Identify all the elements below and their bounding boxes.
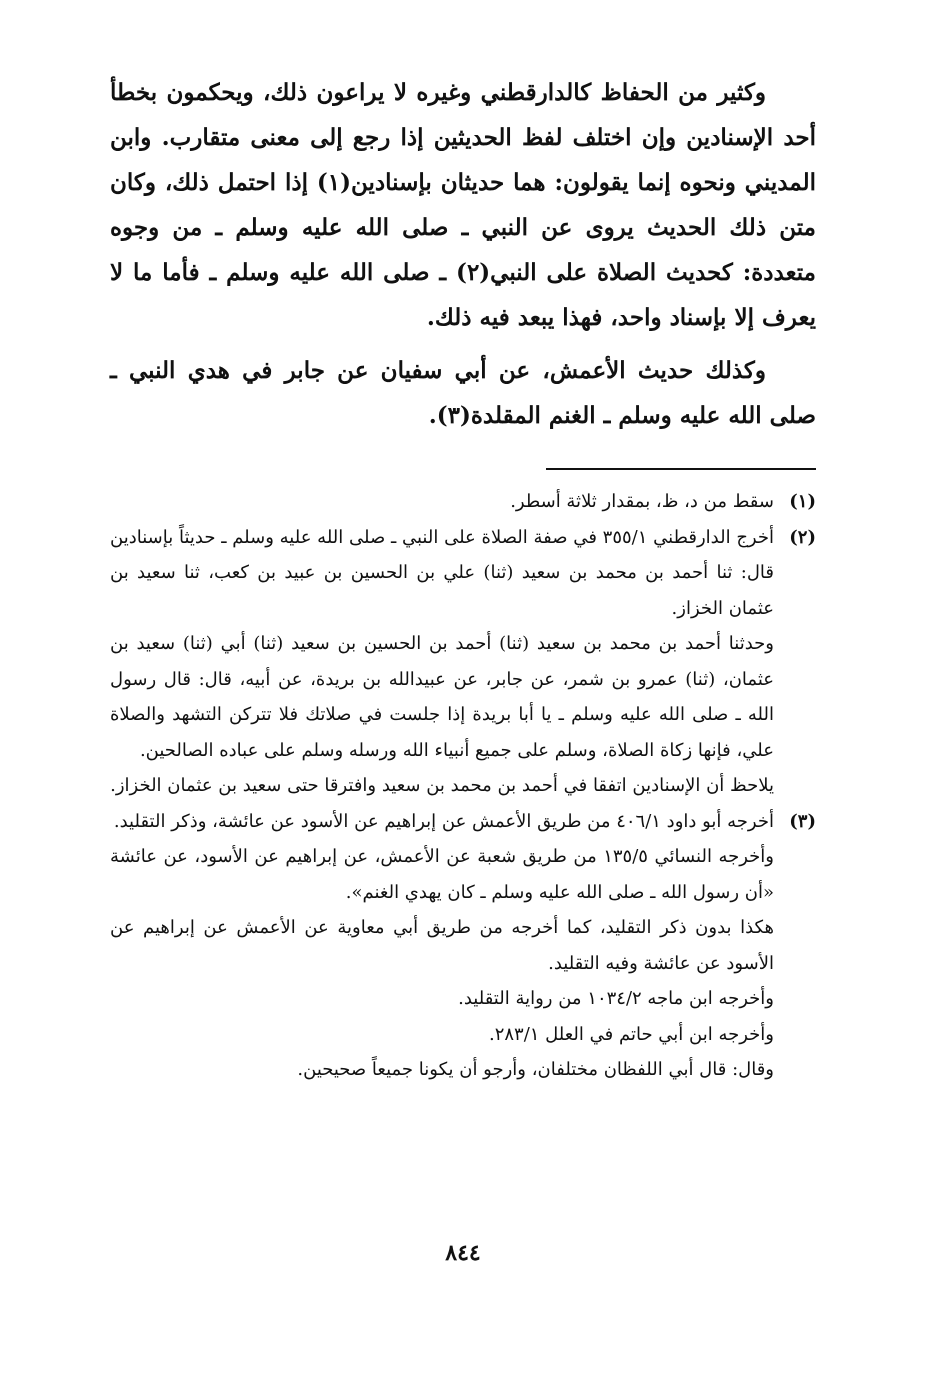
footnote-paragraph: وحدثنا أحمد بن محمد بن سعيد (ثنا) أحمد بن الحسين بن سعيد (ثنا) أبي (ثنا) سعيد بن عثمان، (ثنا) عمرو بن شمر، عن جابر، عن عبيدالله بن بريدة، عن أبيه، قال: قال رسول الله ـ صلى الله عليه وسلم ـ يا أبا بريدة إذا جلست في صلاتك فلا تتركن التشهد والصلاة علي، فإنها زكاة الصلاة، وسلم على جميع أنبياء الله ورسله وسلم على عباده الصالحين. bbox=[110, 633, 774, 761]
footnote-number: (٢) bbox=[789, 526, 816, 548]
page-number: ٨٤٤ bbox=[445, 1240, 481, 1266]
footnote-paragraph: وقال: قال أبي اللفظان مختلفان، وأرجو أن يكونا جميعاً صحيحين. bbox=[297, 1059, 774, 1080]
footnote-paragraph: أخرج الدارقطني ٣٥٥/١ في صفة الصلاة على النبي ـ صلى الله عليه وسلم ـ حديثاً بإسنادين قال: ثنا أحمد بن محمد بن سعيد (ثنا) علي بن الحسين بن عبيد بن كعب، ثنا سعيد بن عثمان الخزاز. bbox=[110, 526, 774, 619]
main-paragraph-1: وكثير من الحفاظ كالدارقطني وغيره لا يراعون ذلك، ويحكمون بخطأ أحد الإسنادين وإن اختلف لفظ الحديثين إذا رجع إلى معنى متقارب. وابن المديني ونحوه إنما يقولون: هما حديثان بإسنادين(١) إذا احتمل ذلك، وكان متن ذلك الحديث يروى عن النبي ـ صلى الله عليه وسلم ـ من وجوه متعددة: كحديث الصلاة على النبي(٢) ـ صلى الله عليه وسلم ـ فأما ما لا يعرف إلا بإسناد واحد، فهذا يبعد فيه ذلك. bbox=[110, 79, 816, 331]
footnote-paragraph: هكذا بدون ذكر التقليد، كما أخرجه من طريق أبي معاوية عن الأعمش عن إبراهيم عن الأسود عن عائشة وفيه التقليد. bbox=[110, 917, 774, 974]
footnote-divider bbox=[546, 468, 816, 470]
footnote-body bbox=[110, 804, 774, 1088]
footnote-paragraph: وأخرجه ابن ماجه ١٠٣٤/٢ من رواية التقليد. bbox=[458, 988, 774, 1009]
book-page bbox=[110, 70, 816, 1330]
footnote-paragraph: يلاحظ أن الإسنادين اتفقا في أحمد بن محمد بن سعيد وافترقا حتى سعيد بن عثمان الخزاز. bbox=[110, 775, 774, 796]
footnote-paragraph: وأخرجه ابن أبي حاتم في العلل ٢٨٣/١. bbox=[488, 1023, 774, 1045]
footnote-paragraph: سقط من د، ظ، بمقدار ثلاثة أسطر. bbox=[510, 491, 774, 512]
footnote-2 bbox=[110, 520, 816, 804]
footnote-number: (١) bbox=[789, 491, 816, 512]
main-paragraph-2: وكذلك حديث الأعمش، عن أبي سفيان عن جابر في هدي النبي ـ صلى الله عليه وسلم ـ الغنم المقلدة(٣). bbox=[110, 357, 816, 429]
footnote-body bbox=[110, 520, 774, 804]
footnote-paragraph: أخرجه أبو داود ٤٠٦/١ من طريق الأعمش عن إبراهيم عن الأسود عن عائشة، وذكر التقليد. bbox=[113, 810, 774, 832]
footnote-1 bbox=[110, 484, 816, 520]
footnotes bbox=[110, 484, 816, 1088]
footnote-number: (٣) bbox=[789, 810, 816, 832]
footnote-paragraph: وأخرجه النسائي ١٣٥/٥ من طريق شعبة عن الأعمش، عن إبراهيم عن الأسود، عن عائشة «أن رسول الله ـ صلى الله عليه وسلم ـ كان يهدي الغنم». bbox=[110, 846, 774, 903]
main-text bbox=[110, 70, 816, 438]
footnote-3 bbox=[110, 804, 816, 1088]
footnote-body bbox=[110, 484, 774, 520]
